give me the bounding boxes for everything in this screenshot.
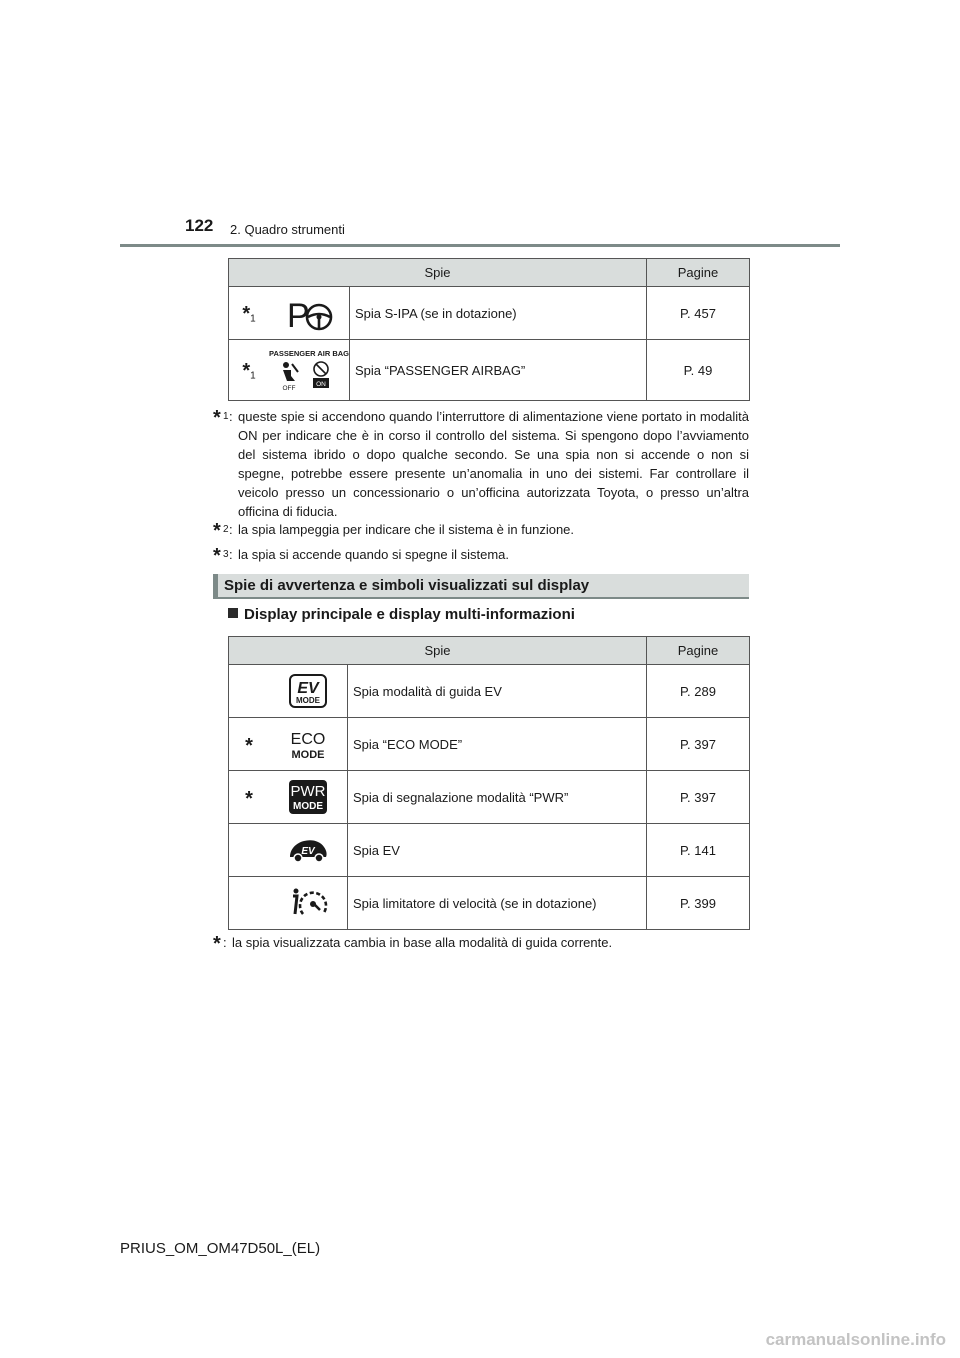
column-header-pagine: Pagine	[647, 637, 750, 665]
parking-assist-icon	[279, 293, 339, 333]
indicator-table-1	[228, 258, 750, 401]
row-page-ref: P. 397	[647, 718, 750, 771]
table-row	[229, 287, 750, 340]
chapter-title: 2. Quadro strumenti	[230, 222, 345, 237]
asterisk-index: 1	[250, 370, 256, 382]
ev-car-icon-label: EV	[301, 846, 315, 857]
footnote-text: queste spie si accendono quando l’interruttore di alimentazione viene portato in modalità ON per indicare che è in corso il controllo del sistema. Si spengono dopo l’avviamento del sistema ibrido o dopo qualche secondo. Se una spia non si accende o non si spegne, potrebbe essere presente un’anomalia in uno dei sistemi. Far controllare il veicolo presso un concessionario o un’officina autorizzata Toyota, o presso un’altra officina di fiducia.	[238, 409, 749, 519]
table-row	[229, 877, 750, 930]
svg-text:P: P	[287, 297, 310, 333]
row-description: Spia “PASSENGER AIRBAG”	[350, 340, 647, 401]
airbag-icon-label: PASSENGER AIR BAG	[269, 349, 349, 358]
footnote-mode: * : la spia visualizzata cambia in base alla modalità di guida corrente.	[213, 933, 749, 952]
page-number: 122	[185, 216, 214, 235]
section-title: Spie di avvertenza e simboli visualizzati sul display	[224, 577, 590, 594]
ev-mode-icon-top: EV	[297, 680, 319, 697]
airbag-off-label: OFF	[282, 385, 296, 392]
square-bullet-icon	[228, 608, 238, 618]
table-row	[229, 718, 750, 771]
indicator-table-2	[228, 636, 750, 930]
pwr-mode-icon-top: PWR	[290, 783, 326, 800]
column-header-pagine: Pagine	[647, 259, 750, 287]
row-page-ref: P. 399	[647, 877, 750, 930]
footnote-1: * 1 : queste spie si accendono quando l’interruttore di alimentazione viene portato in modalità ON per indicare che è in corso il controllo del sistema. Si spengono dopo l’avviamento del sistema ibrido o dopo qualche secondo. Se una spia non si accende o non si spegne, potrebbe essere presente un’anomalia in uno dei sistemi. Far controllare il veicolo presso un concessionario o un’officina autorizzata Toyota, o presso un’altra officina di fiducia.	[213, 407, 749, 519]
section-accent	[213, 574, 218, 599]
ev-mode-icon-bottom: MODE	[296, 696, 320, 705]
asterisk-index: 1	[250, 313, 256, 325]
asterisk: *	[213, 933, 221, 955]
asterisk: *	[242, 303, 251, 326]
table-row	[229, 771, 750, 824]
row-page-ref: P. 49	[647, 340, 750, 401]
eco-mode-icon-bottom: MODE	[291, 749, 325, 761]
pwr-mode-icon-bottom: MODE	[293, 801, 323, 812]
speed-limiter-icon	[287, 886, 329, 920]
table-row	[229, 824, 750, 877]
row-description: Spia limitatore di velocità (se in dotazione)	[348, 877, 647, 930]
ev-car-icon	[286, 835, 330, 865]
column-header-spie: Spie	[229, 259, 647, 287]
asterisk: *	[213, 520, 221, 542]
row-page-ref: P. 289	[647, 665, 750, 718]
asterisk: *	[242, 360, 251, 383]
subheading	[228, 606, 575, 623]
asterisk-index: 2	[223, 524, 229, 535]
asterisk: *	[213, 407, 221, 429]
footnote-3: * 3 : la spia si accende quando si spegne il sistema.	[213, 545, 749, 564]
passenger-airbag-icon	[269, 347, 349, 393]
footnote-2: * 2 : la spia lampeggia per indicare che il sistema è in funzione.	[213, 520, 749, 539]
pwr-mode-icon	[288, 779, 328, 815]
eco-mode-icon-top: ECO	[290, 731, 326, 748]
row-description: Spia S-IPA (se in dotazione)	[350, 287, 647, 340]
subheading-text: Display principale e display multi-informazioni	[244, 606, 575, 623]
column-header-spie: Spie	[229, 637, 647, 665]
table-row	[229, 665, 750, 718]
row-page-ref: P. 457	[647, 287, 750, 340]
asterisk: *	[245, 734, 253, 757]
asterisk: *	[245, 787, 253, 810]
eco-mode-icon	[288, 726, 328, 762]
document-code: PRIUS_OM_OM47D50L_(EL)	[120, 1240, 321, 1257]
ev-mode-icon	[288, 673, 328, 709]
watermark: carmanualsonline.info	[765, 1330, 946, 1349]
row-page-ref: P. 397	[647, 771, 750, 824]
row-page-ref: P. 141	[647, 824, 750, 877]
row-description: Spia EV	[348, 824, 647, 877]
header-rule	[120, 244, 840, 247]
footnote-text: la spia si accende quando si spegne il sistema.	[238, 547, 509, 562]
asterisk-index: 3	[223, 549, 229, 560]
airbag-on-label: ON	[316, 381, 326, 388]
table-row	[229, 340, 750, 401]
row-description: Spia “ECO MODE”	[348, 718, 647, 771]
footnote-text: la spia lampeggia per indicare che il sistema è in funzione.	[238, 522, 575, 537]
asterisk-index: 1	[223, 411, 229, 422]
footnote-text: la spia visualizzata cambia in base alla modalità di guida corrente.	[232, 935, 613, 950]
row-description: Spia modalità di guida EV	[348, 665, 647, 718]
asterisk: *	[213, 545, 221, 567]
section-heading	[213, 574, 749, 599]
row-description: Spia di segnalazione modalità “PWR”	[348, 771, 647, 824]
